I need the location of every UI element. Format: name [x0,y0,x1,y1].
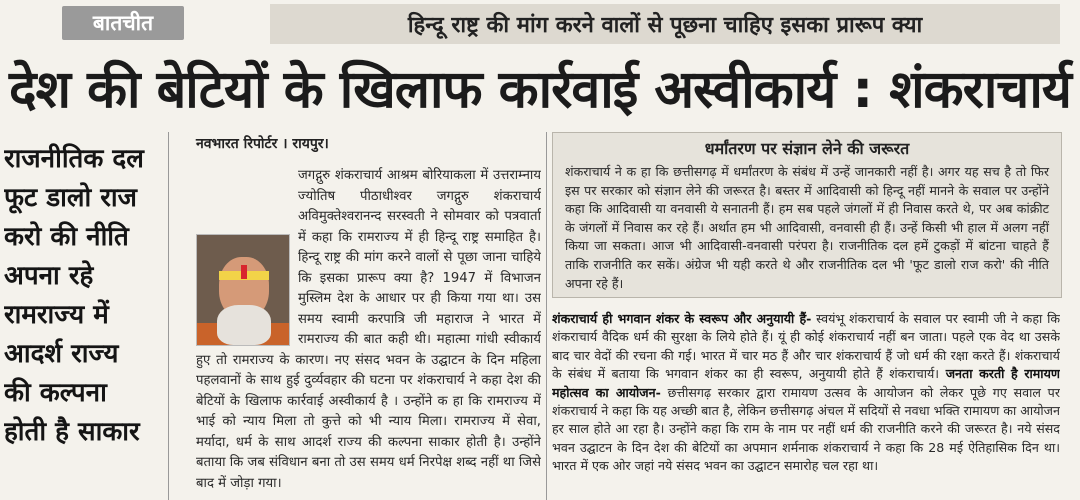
sidebar-title: धर्मांतरण पर संज्ञान लेने की जरूरत [704,139,910,158]
right-column [552,310,1060,500]
top-band [0,0,1080,46]
sidebar-box [552,132,1062,298]
right-text-2: छत्तीसगढ़ सरकार द्वारा रामायण उत्सव के आयोजन को लेकर पूछे गए सवाल पर शंकराचार्य ने कहा कि यह अच्छी बात है, लेकिन छत्तीसगढ़ अंचल में सदियों से नवधा भक्ति रामायण का आयोजन हर साल होते आ रहा है। उन्होंने कहा कि राम के नाम पर नहीं धर्म की राजनीति करने की जरूरत है। नये संसद भवन उद्घाटन के दिन देश की बेटियों का अपमान शर्मनाक शंकराचार्य ने कहा कि 28 मई ऐतिहासिक दिन था। भारत में एक ओर जहां नये संसद भवन का उद्घाटन समारोह चल रहा था। [552,384,1060,474]
section-tag: बातचीत [62,6,184,40]
subhead-1: शंकराचार्य ही भगवान शंकर के स्वरूप और अनुयायी हैं- [552,311,812,326]
column-divider [546,132,547,500]
article-body [196,166,541,500]
column-divider [168,132,169,500]
kicker-headline: हिन्दू राष्ट्र की मांग करने वालों से पूछना चाहिए इसका प्रारूप क्या [270,4,1060,44]
article-text: जगद्गुरु शंकराचार्य आश्रम बोरियाकला में उत्तराम्नाय ज्योतिष पीठाधीश्वर जगद्गुरु शंकराचार्य अविमुक्तेश्वरानन्द सरस्वती ने सोमवार को पत्रवार्ता में कहा कि रामराज्य में ही हिन्दू राष्ट्र समाहित है। हिन्दू राष्ट्र की मांग करने वालों से पूछा जाना चाहिये कि इसका प्रारूप क्या है? 1947 में विभाजन मुस्लिम देश के आधार पर ही किया गया था। उस समय स्वामी करपात्रि जी महाराज ने भारत में रामराज्य की बात कही थी। महात्मा गांधी स्वीकार्य हुए तो रामराज्य के कारण। नए संसद भवन के उद्घाटन के दिन महिला पहलवानों के साथ हुई दुर्व्यवहार की घटना पर शंकराचार्य ने कहा देश की बेटियों के खिलाफ कार्रवाई अस्वीकार्य है । उन्होंने क हा कि रामराज्य में भाई को न्याय मिला तो कुत्ते को भी न्याय मिला। रामराज्य में सेवा, मर्यादा, धर्म के साथ आदर्श राज्य की कल्पना साकार होती है। उन्होंने बताया कि जब संविधान बना तो उस समय धर्म निरपेक्ष शब्द नहीं था जिसे बाद में जोड़ा गया। [196,168,541,491]
main-headline: देश की बेटियों के खिलाफ कार्रवाई अस्वीकार्य : शंकराचार्य [9,59,1071,120]
byline: नवभारत रिपोर्टर । रायपुर। [196,136,329,152]
pull-quote: राजनीतिक दल फूट डालो राज करो की नीति अपना रहे रामराज्य में आदर्श राज्य की कल्पना होती है साकार [4,144,144,447]
shankaracharya-photo [196,234,290,346]
right-text-1: स्वयंभू शंकराचार्य के सवाल पर स्वामी जी ने कहा कि शंकराचार्य वैदिक धर्म की सुरक्षा के लिये होते हैं। यूं ही कोई शंकराचार्य नहीं बन जाता। पहले एक वेद था उसके बाद चार वेदों की रचना की गई। भारत में चार मठ हैं और चार शंकराचार्य हैं जो धर्म की रक्षा करते हैं। शंकराचार्य के संबंध में बताया कि भगवान शंकर का ही स्वरूप, अनुयायी होते हैं शंकराचार्य। [552,311,1060,382]
sidebar-text: शंकराचार्य ने क हा कि छत्तीसगढ़ में धर्मांतरण के संबंध में उन्हें जानकारी नहीं है। अगर यह सच है तो फिर इस पर सरकार को संज्ञान लेने की जरूरत है। बस्तर में आदिवासी को हिन्दू नहीं मानने के सवाल पर उन्होंने कहा कि आदिवासी या वनवासी ये सनातनी हैं। हम सब पहले जंगलों में ही निवास करते थे, पर अब कांक्रीट के जंगलों में निवास कर रहे हैं। अर्थात हम भी आदिवासी, वनवासी ही हैं। उन्हें किसी भी हाल में अलग नहीं किया जा सकता। आज भी आदिवासी-वनवासी परंपरा है। राजनीतिक दल हमें टुकड़ों में बांटना चाहते हैं ताकि राजनीति कर सकें। अंग्रेज भी यही करते थे और राजनीतिक दल भी 'फूट डालो राज करो' की नीति अपना रहे हैं। [565,164,1049,291]
subhead-2: जनता करती है रामायण महोत्सव का आयोजन- [552,366,1060,400]
